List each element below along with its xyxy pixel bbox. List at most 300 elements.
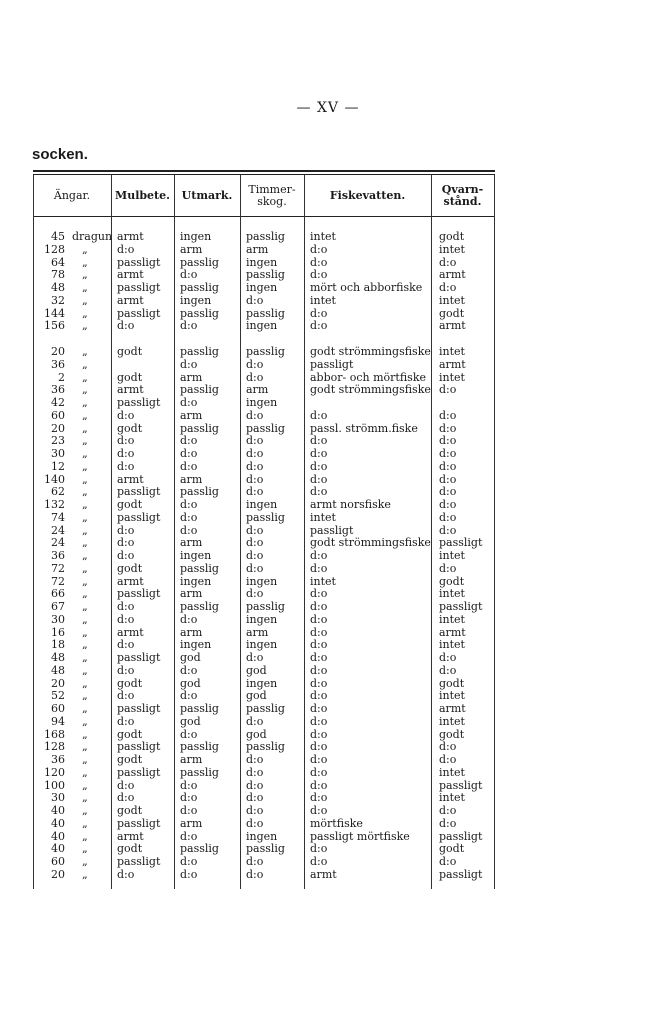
cell-timmerskog: d:o [246,651,264,664]
cell-ditto: „ [82,510,88,524]
cell-fiskevatten: d:o [310,434,328,448]
cell-ditto: „ [82,536,88,550]
cell-mulbete: d:o [117,459,135,473]
cell-angar: 30 [51,612,65,626]
cell-angar: 36 [51,753,65,766]
cell-angar: 60 [51,855,65,868]
cell-utmark: d:o [180,434,198,448]
cell-qvarnstand: godt [439,306,465,320]
cell-ditto: „ [82,281,88,294]
cell-timmerskog: passlig [246,421,285,435]
cell-ditto: „ [82,765,88,779]
cell-ditto: „ [82,459,88,473]
cell-qvarnstand: d:o [439,663,457,677]
cell-ditto: „ [82,255,88,269]
cell-qvarnstand: passligt [439,829,483,843]
cell-utmark: passlig [180,383,219,397]
cell-mulbete: godt [117,753,143,766]
cell-ditto: „ [82,434,88,448]
cell-fiskevatten: intet [310,293,336,307]
cell-utmark: d:o [180,689,198,703]
cell-utmark: passlig [180,740,219,754]
cell-angar: 23 [51,434,65,448]
cell-timmerskog: ingen [246,612,278,626]
cell-fiskevatten: d:o [310,689,328,703]
cell-qvarnstand: d:o [439,421,457,435]
cell-fiskevatten: d:o [310,765,328,779]
cell-utmark: d:o [180,727,198,741]
cell-qvarnstand: d:o [439,383,457,397]
cell-timmerskog: arm [246,242,269,256]
cell-angar: 24 [51,536,65,550]
cell-mulbete: passligt [117,510,161,524]
cell-utmark: arm [180,587,203,601]
cell-qvarnstand: intet [439,638,465,652]
cell-angar: 32 [51,293,65,307]
cell-ditto: „ [82,242,88,256]
header-mulbete: Mulbete. [115,189,170,202]
cell-mulbete: godt [117,370,143,384]
cell-mulbete: passligt [117,740,161,754]
cell-angar: 66 [51,587,65,601]
cell-angar: 132 [44,498,65,511]
cell-mulbete: godt [117,345,143,358]
cell-mulbete: passligt [117,255,161,269]
cell-timmerskog: god [246,689,267,703]
cell-ditto: „ [82,587,88,601]
cell-mulbete: passligt [117,281,161,294]
cell-utmark: passlig [180,255,219,269]
cell-timmerskog: d:o [246,536,264,550]
cell-timmerskog: d:o [246,587,264,601]
cell-timmerskog: arm [246,625,269,639]
cell-angar: 128 [44,740,65,754]
cell-mulbete: armt [117,230,144,243]
cell-utmark: passlig [180,765,219,779]
cell-qvarnstand: d:o [439,408,457,422]
cell-fiskevatten: godt strömmingsfiske [310,383,431,397]
cell-qvarnstand: d:o [439,255,457,269]
cell-timmerskog: d:o [246,293,264,307]
cell-timmerskog: d:o [246,867,264,881]
cell-ditto: „ [82,867,88,881]
cell-timmerskog: passlig [246,306,285,320]
cell-mulbete: d:o [117,434,135,448]
cell-angar: 36 [51,549,65,562]
cell-qvarnstand: passligt [439,778,483,792]
cell-fiskevatten: godt strömmingsfiske [310,536,431,550]
cell-utmark: d:o [180,268,198,282]
cell-fiskevatten: d:o [310,485,328,499]
cell-mulbete: passligt [117,396,161,409]
cell-timmerskog: d:o [246,714,264,728]
cell-angar: 36 [51,383,65,397]
header-timmerskog [240,176,304,216]
cell-utmark: d:o [180,459,198,473]
cell-angar: 24 [51,523,65,537]
cell-mulbete: d:o [117,536,135,550]
cell-angar: 48 [51,663,65,677]
cell-mulbete: d:o [117,714,135,728]
cell-mulbete: d:o [117,447,135,460]
cell-angar: 100 [44,778,65,792]
cell-mulbete: armt [117,383,144,397]
cell-mulbete: armt [117,829,144,843]
cell-fiskevatten: d:o [310,855,328,868]
cell-ditto: „ [82,485,88,499]
cell-fiskevatten: d:o [310,447,328,460]
cell-utmark: d:o [180,778,198,792]
cell-angar: 45 [51,230,65,243]
cell-ditto: „ [82,472,88,486]
cell-fiskevatten: d:o [310,408,328,422]
header-qvarn: Qvarn- [441,183,484,196]
cell-qvarnstand: d:o [439,855,457,868]
cell-fiskevatten: d:o [310,842,328,856]
cell-angar: 120 [44,765,65,779]
cell-timmerskog: d:o [246,816,264,830]
cell-ditto: „ [82,663,88,677]
cell-fiskevatten: d:o [310,625,328,639]
table-header-rule [33,216,495,217]
cell-mulbete: d:o [117,663,135,677]
cell-timmerskog: d:o [246,459,264,473]
cell-utmark: arm [180,816,203,830]
cell-utmark: arm [180,408,203,422]
cell-mulbete: d:o [117,549,135,562]
cell-utmark: god [180,651,201,664]
cell-qvarnstand: d:o [439,459,457,473]
cell-fiskevatten: d:o [310,791,328,805]
cell-qvarnstand: d:o [439,281,457,294]
cell-angar: 140 [44,472,65,486]
cell-timmerskog: d:o [246,523,264,537]
cell-angar: 144 [44,306,65,320]
cell-angar: 156 [44,319,65,333]
cell-ditto: „ [82,408,88,422]
cell-mulbete: godt [117,842,143,856]
cell-unit: dragun [72,230,113,243]
cell-mulbete: godt [117,421,143,435]
table-top-rule [33,170,495,172]
cell-timmerskog: passlig [246,740,285,754]
cell-mulbete: godt [117,804,143,817]
cell-qvarnstand: intet [439,612,465,626]
cell-timmerskog: ingen [246,281,278,294]
cell-angar: 67 [51,600,65,613]
cell-qvarnstand: d:o [439,485,457,499]
cell-timmerskog: d:o [246,472,264,486]
cell-qvarnstand: intet [439,791,465,805]
cell-mulbete: godt [117,498,143,511]
cell-utmark: d:o [180,447,198,460]
cell-mulbete: armt [117,625,144,639]
cell-timmerskog: d:o [246,765,264,779]
header-utmark: Utmark. [181,189,233,202]
cell-fiskevatten: d:o [310,753,328,766]
cell-timmerskog: god [246,727,267,741]
cell-qvarnstand: intet [439,689,465,703]
cell-angar: 168 [44,727,65,741]
cell-mulbete: passligt [117,306,161,320]
cell-utmark: d:o [180,804,198,817]
cell-ditto: „ [82,778,88,792]
cell-utmark: passlig [180,842,219,856]
cell-timmerskog: d:o [246,408,264,422]
cell-utmark: god [180,676,201,690]
cell-utmark: ingen [180,638,212,652]
cell-mulbete: armt [117,574,144,588]
cell-utmark: d:o [180,319,198,333]
cell-timmerskog: d:o [246,485,264,499]
cell-timmerskog: ingen [246,255,278,269]
cell-angar: 16 [51,625,65,639]
cell-qvarnstand: d:o [439,447,457,460]
cell-utmark: passlig [180,702,219,715]
cell-qvarnstand: armt [439,319,466,333]
cell-angar: 30 [51,791,65,805]
cell-angar: 128 [44,242,65,256]
cell-qvarnstand: d:o [439,753,457,766]
cell-mulbete: d:o [117,319,135,333]
cell-fiskevatten: armt norsfiske [310,498,391,511]
cell-ditto: „ [82,549,88,562]
cell-qvarnstand: intet [439,293,465,307]
cell-angar: 30 [51,447,65,460]
cell-qvarnstand: godt [439,574,465,588]
cell-utmark: d:o [180,867,198,881]
cell-fiskevatten: d:o [310,651,328,664]
cell-ditto: „ [82,612,88,626]
cell-angar: 42 [51,396,65,409]
cell-timmerskog: d:o [246,561,264,575]
cell-fiskevatten: d:o [310,727,328,741]
cell-fiskevatten: passl. strömm.fiske [310,421,418,435]
cell-mulbete: passligt [117,765,161,779]
cell-qvarnstand: d:o [439,510,457,524]
cell-fiskevatten: intet [310,230,336,243]
cell-ditto: „ [82,855,88,868]
cell-qvarnstand: intet [439,370,465,384]
cell-fiskevatten: abbor- och mörtfiske [310,370,426,384]
cell-mulbete: passligt [117,485,161,499]
cell-ditto: „ [82,306,88,320]
cell-angar: 60 [51,702,65,715]
cell-timmerskog: ingen [246,676,278,690]
cell-utmark: passlig [180,561,219,575]
cell-utmark: arm [180,625,203,639]
cell-utmark: passlig [180,306,219,320]
cell-qvarnstand: godt [439,727,465,741]
cell-qvarnstand: godt [439,842,465,856]
cell-ditto: „ [82,383,88,397]
cell-fiskevatten: armt [310,867,337,881]
cell-angar: 2 [58,370,65,384]
cell-ditto: „ [82,676,88,690]
cell-timmerskog: ingen [246,319,278,333]
cell-fiskevatten: d:o [310,561,328,575]
cell-angar: 12 [51,459,65,473]
cell-fiskevatten: d:o [310,804,328,817]
cell-fiskevatten: d:o [310,268,328,282]
cell-mulbete: d:o [117,791,135,805]
cell-angar: 72 [51,561,65,575]
column-divider [431,175,432,889]
cell-fiskevatten: d:o [310,714,328,728]
cell-ditto: „ [82,370,88,384]
column-divider [240,175,241,889]
cell-mulbete: d:o [117,408,135,422]
header-skog: skog. [257,195,287,208]
cell-angar: 36 [51,357,65,371]
cell-mulbete: passligt [117,702,161,715]
cell-ditto: „ [82,447,88,460]
cell-timmerskog: ingen [246,498,278,511]
cell-mulbete: godt [117,676,143,690]
cell-mulbete: d:o [117,638,135,652]
cell-ditto: „ [82,651,88,664]
cell-angar: 52 [51,689,65,703]
cell-qvarnstand: intet [439,765,465,779]
cell-qvarnstand: d:o [439,434,457,448]
cell-timmerskog: d:o [246,434,264,448]
cell-fiskevatten: godt strömmingsfiske [310,345,431,358]
cell-fiskevatten: d:o [310,612,328,626]
cell-ditto: „ [82,600,88,613]
cell-ditto: „ [82,689,88,703]
cell-angar: 62 [51,485,65,499]
cell-utmark: d:o [180,663,198,677]
cell-qvarnstand: intet [439,242,465,256]
cell-ditto: „ [82,727,88,741]
cell-utmark: arm [180,472,203,486]
cell-utmark: d:o [180,612,198,626]
cell-utmark: arm [180,242,203,256]
cell-fiskevatten: d:o [310,702,328,715]
cell-ditto: „ [82,816,88,830]
column-divider [111,175,112,889]
cell-qvarnstand: intet [439,714,465,728]
cell-qvarnstand: armt [439,625,466,639]
cell-fiskevatten: d:o [310,242,328,256]
cell-mulbete: armt [117,293,144,307]
cell-fiskevatten: intet [310,510,336,524]
cell-ditto: „ [82,829,88,843]
cell-mulbete: armt [117,268,144,282]
cell-mulbete: passligt [117,816,161,830]
cell-fiskevatten: passligt [310,357,354,371]
cell-ditto: „ [82,842,88,856]
cell-ditto: „ [82,357,88,371]
cell-ditto: „ [82,293,88,307]
cell-qvarnstand: d:o [439,472,457,486]
column-divider [494,175,495,889]
cell-timmerskog: ingen [246,638,278,652]
cell-mulbete: d:o [117,242,135,256]
cell-qvarnstand: passligt [439,867,483,881]
cell-fiskevatten: d:o [310,587,328,601]
cell-utmark: d:o [180,523,198,537]
cell-qvarnstand: passligt [439,536,483,550]
cell-fiskevatten: passligt mörtfiske [310,829,410,843]
cell-qvarnstand: d:o [439,651,457,664]
cell-ditto: „ [82,638,88,652]
cell-timmerskog: d:o [246,549,264,562]
cell-utmark: ingen [180,549,212,562]
cell-ditto: „ [82,804,88,817]
cell-fiskevatten: d:o [310,778,328,792]
header-qvarnstand [431,176,494,216]
cell-utmark: god [180,714,201,728]
cell-fiskevatten: d:o [310,600,328,613]
cell-angar: 74 [51,510,65,524]
cell-qvarnstand: armt [439,357,466,371]
cell-utmark: ingen [180,230,212,243]
cell-angar: 20 [51,345,65,358]
cell-fiskevatten: intet [310,574,336,588]
cell-ditto: „ [82,396,88,409]
cell-ditto: „ [82,268,88,282]
cell-angar: 20 [51,867,65,881]
cell-angar: 18 [51,638,65,652]
cell-fiskevatten: d:o [310,740,328,754]
cell-timmerskog: d:o [246,370,264,384]
cell-qvarnstand: armt [439,702,466,715]
cell-timmerskog: passlig [246,702,285,715]
cell-ditto: „ [82,714,88,728]
cell-angar: 40 [51,816,65,830]
cell-utmark: passlig [180,345,219,358]
cell-qvarnstand: intet [439,345,465,358]
cell-timmerskog: d:o [246,357,264,371]
cell-utmark: passlig [180,281,219,294]
cell-angar: 40 [51,804,65,817]
cell-mulbete: passligt [117,587,161,601]
cell-angar: 64 [51,255,65,269]
cell-timmerskog: arm [246,383,269,397]
cell-angar: 48 [51,281,65,294]
cell-angar: 60 [51,408,65,422]
cell-timmerskog: d:o [246,791,264,805]
cell-mulbete: d:o [117,867,135,881]
cell-qvarnstand: d:o [439,561,457,575]
cell-utmark: d:o [180,791,198,805]
cell-fiskevatten: d:o [310,676,328,690]
cell-fiskevatten: d:o [310,472,328,486]
cell-timmerskog: passlig [246,600,285,613]
cell-fiskevatten: mört och abborfiske [310,281,423,294]
cell-mulbete: d:o [117,612,135,626]
cell-timmerskog: d:o [246,804,264,817]
cell-ditto: „ [82,421,88,435]
column-divider [174,175,175,889]
cell-ditto: „ [82,561,88,575]
cell-angar: 94 [51,714,65,728]
cell-ditto: „ [82,702,88,715]
cell-fiskevatten: d:o [310,638,328,652]
cell-ditto: „ [82,523,88,537]
cell-qvarnstand: d:o [439,523,457,537]
cell-qvarnstand: armt [439,268,466,282]
cell-mulbete: d:o [117,600,135,613]
cell-mulbete: armt [117,472,144,486]
header-fiskevatten: Fiskevatten. [329,189,406,202]
cell-ditto: „ [82,498,88,511]
cell-timmerskog: d:o [246,753,264,766]
cell-ditto: „ [82,319,88,333]
header-angar: Ängar. [53,189,91,202]
cell-timmerskog: passlig [246,345,285,358]
